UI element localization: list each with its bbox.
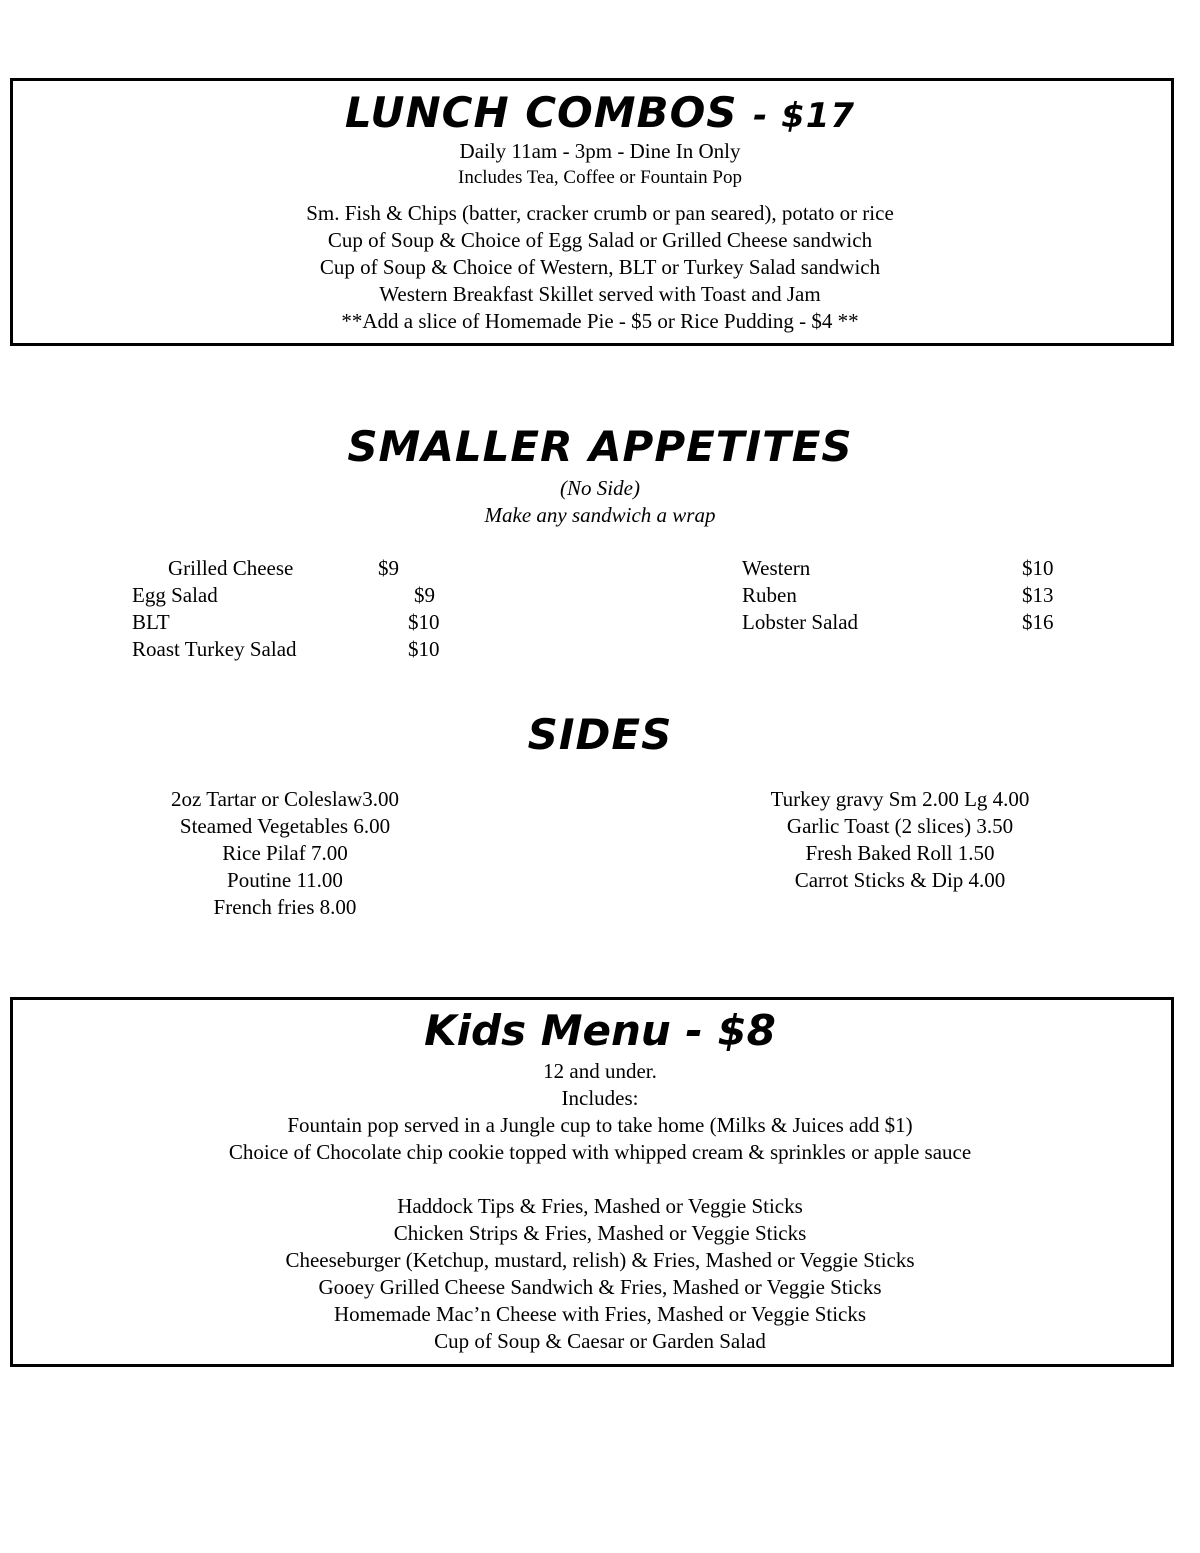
lunch-item: Cup of Soup & Choice of Western, BLT or Turkey Salad sandwich bbox=[319, 255, 881, 279]
side-item: Steamed Vegetables 6.00 bbox=[179, 814, 391, 838]
lunch-item: Cup of Soup & Choice of Egg Salad or Grilled Cheese sandwich bbox=[327, 228, 873, 252]
kids-item: Cheeseburger (Ketchup, mustard, relish) & Fries, Mashed or Veggie Sticks bbox=[285, 1248, 915, 1272]
menu-item-price: $10 bbox=[408, 610, 440, 634]
kids-includes-label: Includes: bbox=[561, 1086, 639, 1110]
menu-item-name: Grilled Cheese bbox=[168, 556, 294, 580]
menu-item-name: Ruben bbox=[742, 583, 797, 607]
kids-item: Gooey Grilled Cheese Sandwich & Fries, Mashed or Veggie Sticks bbox=[318, 1275, 882, 1299]
kids-item: Homemade Mac’n Cheese with Fries, Mashed or Veggie Sticks bbox=[333, 1302, 867, 1326]
smaller-appetites-note: (No Side) bbox=[560, 476, 640, 500]
kids-item: Chicken Strips & Fries, Mashed or Veggie Sticks bbox=[393, 1221, 807, 1245]
menu-item-name: Western bbox=[742, 556, 811, 580]
kids-item: Cup of Soup & Caesar or Garden Salad bbox=[434, 1329, 766, 1353]
kids-includes-item: Fountain pop served in a Jungle cup to take home (Milks & Juices add $1) bbox=[287, 1113, 913, 1137]
kids-includes-item: Choice of Chocolate chip cookie topped with whipped cream & sprinkles or apple sauce bbox=[228, 1140, 972, 1164]
menu-item-name: Egg Salad bbox=[132, 583, 218, 607]
kids-menu-title: Kids Menu - $8 bbox=[424, 1006, 776, 1055]
lunch-includes: Includes Tea, Coffee or Fountain Pop bbox=[458, 167, 742, 188]
side-item: Carrot Sticks & Dip 4.00 bbox=[794, 868, 1006, 892]
side-item: Fresh Baked Roll 1.50 bbox=[805, 841, 995, 865]
lunch-combos-title bbox=[0, 88, 1200, 137]
side-item: Garlic Toast (2 slices) 3.50 bbox=[786, 814, 1014, 838]
menu-item-name: Roast Turkey Salad bbox=[132, 637, 297, 661]
lunch-combos-title-text: LUNCH COMBOS bbox=[344, 88, 738, 137]
lunch-item: Sm. Fish & Chips (batter, cracker crumb or pan seared), potato or rice bbox=[306, 201, 894, 225]
menu-item-price: $10 bbox=[1022, 556, 1054, 580]
lunch-addon-note: **Add a slice of Homemade Pie - $5 or Rice Pudding - $4 ** bbox=[341, 309, 859, 333]
kids-item: Haddock Tips & Fries, Mashed or Veggie Sticks bbox=[397, 1194, 803, 1218]
menu-item-price: $13 bbox=[1022, 583, 1054, 607]
sides-title: SIDES bbox=[527, 710, 673, 759]
menu-item-price: $9 bbox=[378, 556, 399, 580]
side-item: French fries 8.00 bbox=[213, 895, 357, 919]
menu-item-name: BLT bbox=[132, 610, 170, 634]
lunch-item: Western Breakfast Skillet served with Toast and Jam bbox=[379, 282, 821, 306]
side-item: 2oz Tartar or Coleslaw3.00 bbox=[171, 787, 399, 811]
side-item: Poutine 11.00 bbox=[227, 868, 343, 892]
menu-item-price: $16 bbox=[1022, 610, 1054, 634]
kids-age-note: 12 and under. bbox=[543, 1059, 657, 1083]
smaller-appetites-title: SMALLER APPETITES bbox=[347, 422, 853, 471]
menu-item-name: Lobster Salad bbox=[742, 610, 859, 634]
side-item: Turkey gravy Sm 2.00 Lg 4.00 bbox=[770, 787, 1030, 811]
side-item: Rice Pilaf 7.00 bbox=[222, 841, 348, 865]
menu-item-price: $9 bbox=[414, 583, 435, 607]
menu-item-price: $10 bbox=[408, 637, 440, 661]
lunch-combos-price: - $17 bbox=[753, 96, 856, 136]
lunch-hours: Daily 11am - 3pm - Dine In Only bbox=[459, 139, 741, 163]
smaller-appetites-note: Make any sandwich a wrap bbox=[484, 503, 716, 527]
